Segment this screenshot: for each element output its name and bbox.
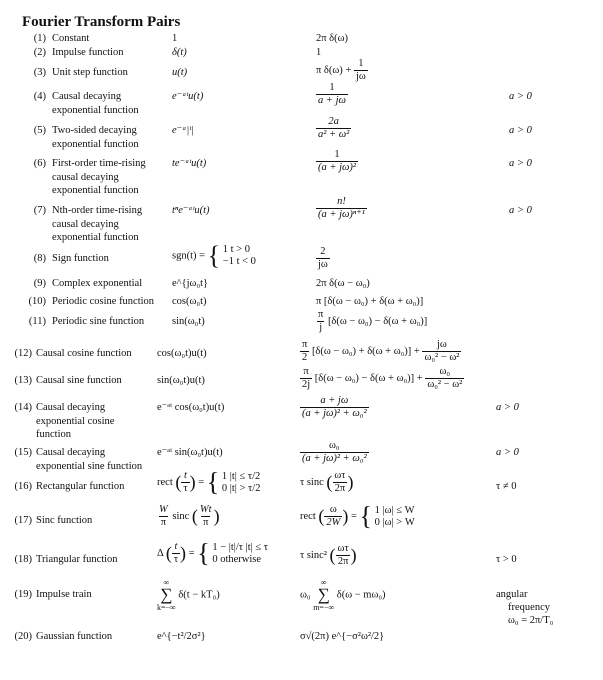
- fraction: [181, 470, 189, 495]
- row-name: [36, 588, 92, 602]
- name-line: Impulse function: [52, 47, 124, 58]
- case: 1 t > 0: [222, 244, 250, 255]
- name-line: Two-sided decaying: [52, 125, 137, 136]
- row-number: (10): [28, 296, 46, 307]
- paren: (: [329, 545, 336, 565]
- numerator: π: [302, 339, 308, 350]
- denominator: τ: [173, 554, 179, 565]
- numerator: t: [174, 541, 178, 552]
- cases: [223, 244, 256, 268]
- numerator: a + jω: [320, 395, 349, 406]
- numerator: t: [184, 470, 187, 481]
- expr-text: [δ(ω − ω₀) − δ(ω + ω₀)] +: [314, 372, 423, 384]
- name-line: Triangular function: [36, 554, 118, 565]
- row-number: (18): [14, 554, 32, 565]
- name-line: Causal decaying: [36, 402, 106, 413]
- freq-domain: [316, 149, 358, 174]
- freq-domain: [300, 339, 461, 364]
- condition: a > 0: [509, 205, 532, 216]
- denominator: j: [319, 322, 323, 333]
- time-domain: cos(ω₀t)u(t): [157, 348, 207, 359]
- row-name: [36, 401, 114, 442]
- row-name: [52, 252, 109, 266]
- fraction: [300, 440, 369, 465]
- name-line: Sign function: [52, 253, 109, 264]
- time-domain: tⁿe⁻ᵃᵗu(t): [172, 205, 210, 216]
- condition-line: ω₀ = 2π/T₀: [508, 615, 554, 626]
- case: 1 − |t|/τ |t| ≤ τ: [212, 541, 268, 553]
- denominator: a² + ω²: [318, 129, 350, 140]
- fraction: [316, 149, 358, 174]
- denominator: a + jω: [318, 95, 346, 106]
- paren: ): [180, 543, 187, 563]
- numerator: ω₀: [439, 366, 451, 377]
- row-number: (15): [14, 447, 32, 458]
- row-name: [52, 295, 154, 309]
- expr-text: rect: [300, 510, 316, 522]
- freq-domain: [316, 58, 368, 83]
- numerator: jω: [437, 339, 447, 350]
- row-name: [36, 347, 132, 361]
- paren: ): [213, 506, 220, 526]
- numerator: ω: [329, 504, 337, 515]
- denominator: ω₀² − ω²: [424, 352, 460, 363]
- cases: [222, 471, 261, 495]
- fraction: [316, 82, 348, 107]
- condition: [496, 588, 553, 627]
- row-name: [52, 204, 142, 245]
- page-title: Fourier Transform Pairs: [22, 14, 181, 30]
- cases: [212, 542, 268, 566]
- time-domain: cos(ω₀t): [172, 296, 207, 307]
- numerator: 1: [329, 82, 335, 93]
- brace: {: [197, 538, 210, 568]
- row-number: (16): [14, 481, 32, 492]
- expr-text: π δ(ω) +: [316, 64, 352, 76]
- sum-lower: m=−∞: [313, 603, 335, 612]
- name-line: Periodic sine function: [52, 316, 145, 327]
- row-name: [52, 124, 139, 151]
- name-line: Complex exponential: [52, 278, 143, 289]
- name-line: Sinc function: [36, 515, 93, 526]
- sum-upper: ∞: [320, 578, 327, 587]
- denominator: (a + jω)² + ω₀²: [302, 408, 367, 419]
- paren: ): [342, 506, 349, 526]
- row-name: [36, 514, 92, 528]
- name-line: Impulse train: [36, 589, 92, 600]
- numerator: 1: [334, 149, 340, 160]
- fraction: [422, 339, 461, 364]
- denominator: jω: [355, 71, 366, 82]
- numerator: 2a: [328, 116, 339, 127]
- time-domain: sin(ω₀t): [172, 316, 205, 327]
- freq-domain: [316, 246, 330, 271]
- fraction: [300, 395, 369, 420]
- name-line: Gaussian function: [36, 631, 113, 642]
- freq-domain: [300, 578, 386, 612]
- equals: =: [351, 510, 357, 522]
- brace: {: [206, 467, 220, 497]
- name-line: exponential function: [52, 138, 139, 150]
- row-number: (9): [33, 278, 46, 289]
- freq-domain: [300, 440, 369, 465]
- fraction: [425, 366, 464, 391]
- equals: =: [188, 547, 195, 559]
- case: 0 otherwise: [212, 553, 262, 565]
- time-domain: u(t): [172, 67, 188, 78]
- denominator: 2W: [326, 517, 341, 528]
- fraction: [324, 504, 342, 529]
- freq-domain: [300, 470, 354, 495]
- row-number: (2): [33, 47, 46, 58]
- time-domain: [172, 241, 256, 270]
- expr-text: ω₀: [300, 589, 311, 601]
- denominator: 2j: [302, 379, 311, 390]
- fraction: [336, 543, 351, 568]
- row-number: (11): [28, 316, 46, 327]
- name-line: Periodic cosine function: [52, 296, 155, 307]
- name-line: causal decaying: [52, 218, 119, 230]
- row-name: [52, 90, 139, 117]
- name-line: exponential function: [52, 232, 139, 243]
- row-name: [36, 553, 118, 567]
- row-name: [52, 46, 123, 60]
- denominator: π: [203, 517, 209, 528]
- row-name: [36, 630, 112, 644]
- time-domain: δ(t): [172, 47, 187, 58]
- condition: τ > 0: [496, 554, 517, 565]
- expr-text: sgn(t) =: [172, 250, 206, 262]
- fraction: [157, 504, 170, 529]
- freq-domain: [316, 309, 427, 334]
- row-name: [36, 374, 122, 388]
- name-line: Rectangular function: [36, 481, 125, 492]
- name-line: Unit step function: [52, 67, 128, 78]
- time-domain: e⁻ᵃᵗu(t): [172, 91, 204, 102]
- name-line: causal decaying: [52, 171, 119, 183]
- freq-domain: [300, 366, 464, 391]
- sum-lower: k=−∞: [157, 603, 176, 612]
- row-number: (7): [33, 205, 46, 216]
- expr-text: δ(t − kT₀): [178, 589, 220, 601]
- fraction: [354, 58, 368, 83]
- fraction: [316, 116, 351, 141]
- freq-domain: [300, 501, 415, 531]
- summation: [157, 578, 176, 612]
- case: 0 |t| > τ/2: [221, 482, 261, 494]
- condition: τ ≠ 0: [496, 481, 517, 492]
- case: 0 |ω| > W: [374, 516, 415, 528]
- sum-sign: ∑: [317, 585, 330, 604]
- sum-sign: ∑: [160, 585, 173, 604]
- name-line: First-order time-rising: [52, 158, 146, 169]
- name-line: Causal cosine function: [36, 348, 132, 359]
- paren: (: [191, 506, 198, 526]
- paren: ): [350, 545, 357, 565]
- freq-domain: [316, 196, 367, 221]
- freq-domain: [316, 116, 351, 141]
- expr-text: [δ(ω − ω₀) + δ(ω + ω₀)] +: [311, 345, 420, 357]
- name-line: function: [36, 429, 71, 440]
- freq-domain: π [δ(ω − ω₀) + δ(ω + ω₀)]: [316, 296, 424, 307]
- time-domain: e⁻ᵃᵗ cos(ω₀t)u(t): [157, 402, 225, 413]
- expr-text: sinc: [172, 510, 190, 522]
- fraction: [300, 366, 312, 391]
- numerator: ωτ: [337, 543, 349, 554]
- condition: a > 0: [509, 158, 532, 169]
- expr-text: [δ(ω − ω₀) − δ(ω + ω₀)]: [327, 315, 428, 327]
- time-domain: sin(ω₀t)u(t): [157, 375, 205, 386]
- numerator: π: [318, 309, 324, 320]
- denominator: 2: [302, 352, 308, 363]
- denominator: ω₀² − ω²: [427, 379, 463, 390]
- freq-domain: σ√(2π) e^{−σ²ω²/2}: [300, 631, 385, 642]
- name-line: exponential function: [52, 185, 139, 196]
- freq-domain: [300, 395, 369, 420]
- paren: (: [175, 472, 182, 492]
- time-domain: [157, 578, 220, 612]
- numerator: ωτ: [334, 470, 346, 481]
- case: 1 |t| ≤ τ/2: [221, 470, 261, 482]
- denominator: 2π: [337, 556, 349, 567]
- time-domain: e⁻ᵃ|ᵗ|: [172, 125, 194, 136]
- numerator: 2: [320, 246, 326, 257]
- paren: (: [326, 472, 333, 492]
- time-domain: 1: [172, 33, 178, 44]
- expr-text: Δ: [157, 547, 164, 559]
- cases: [375, 505, 415, 529]
- sum-upper: ∞: [163, 578, 170, 587]
- row-number: (14): [14, 402, 32, 413]
- denominator: (a + jω)² + ω₀²: [302, 453, 367, 464]
- row-name: [52, 315, 144, 329]
- paren: (: [165, 543, 172, 563]
- name-line: exponential sine function: [36, 460, 143, 472]
- row-number: (12): [14, 348, 32, 359]
- freq-domain: [316, 82, 348, 107]
- row-number: (13): [14, 375, 32, 386]
- expr-text: δ(ω − mω₀): [336, 589, 386, 601]
- row-number: (4): [33, 91, 46, 102]
- fraction: [300, 339, 309, 364]
- denominator: (a + jω)ⁿ⁺¹: [318, 209, 365, 220]
- numerator: π: [303, 366, 309, 377]
- time-domain: [157, 467, 261, 497]
- numerator: W: [159, 504, 168, 515]
- row-name: [52, 157, 146, 198]
- fraction: [316, 196, 367, 221]
- fraction: [332, 470, 347, 495]
- numerator: ω₀: [329, 440, 340, 451]
- brace: {: [207, 241, 221, 270]
- row-number: (5): [33, 125, 46, 136]
- row-number: (6): [33, 158, 46, 169]
- expr-text: τ sinc²: [300, 549, 327, 561]
- freq-domain: [300, 543, 357, 568]
- fraction: [198, 504, 214, 529]
- expr-text: τ sinc: [300, 476, 324, 488]
- name-line: Nth-order time-rising: [52, 205, 143, 216]
- time-domain: [157, 538, 268, 568]
- expr-text: rect: [157, 476, 173, 488]
- condition: a > 0: [496, 402, 519, 413]
- row-number: (19): [14, 589, 32, 600]
- numerator: 1: [358, 58, 364, 69]
- condition: a > 0: [509, 125, 532, 136]
- summation: [313, 578, 334, 612]
- name-line: exponential cosine: [36, 415, 115, 427]
- brace: {: [359, 501, 373, 531]
- row-number: (3): [33, 67, 46, 78]
- time-domain: e⁻ᵃᵗ sin(ω₀t)u(t): [157, 447, 223, 458]
- time-domain: e^{−t²/2σ²}: [157, 631, 206, 642]
- time-domain: e^{jω₀t}: [172, 278, 209, 289]
- denominator: π: [160, 517, 167, 528]
- row-number: (1): [33, 33, 46, 44]
- name-line: Causal decaying: [52, 91, 122, 102]
- time-domain: [157, 504, 220, 529]
- row-name: [52, 277, 142, 291]
- name-line: Causal sine function: [36, 375, 122, 386]
- fraction: [172, 541, 180, 566]
- row-number: (20): [14, 631, 32, 642]
- equals: =: [198, 476, 205, 488]
- name-line: Causal decaying: [36, 447, 106, 458]
- paren: ): [189, 472, 196, 492]
- denominator: (a + jω)²: [318, 162, 357, 173]
- row-name: [52, 32, 89, 46]
- fraction: [316, 309, 325, 334]
- name-line: Constant: [52, 33, 90, 44]
- condition-line: frequency: [508, 602, 550, 613]
- row-number: (8): [33, 253, 46, 264]
- row-name: [36, 480, 124, 494]
- condition: a > 0: [509, 91, 532, 102]
- name-line: exponential function: [52, 104, 139, 116]
- denominator: 2π: [334, 483, 346, 494]
- condition-line: angular: [496, 589, 528, 600]
- case: −1 t < 0: [222, 256, 256, 267]
- fraction: [316, 246, 330, 271]
- numerator: n!: [337, 196, 346, 207]
- condition: a > 0: [496, 447, 519, 458]
- time-domain: te⁻ᵃᵗu(t): [172, 158, 207, 169]
- freq-domain: 1: [316, 47, 322, 58]
- denominator: τ: [183, 483, 188, 494]
- row-number: (17): [14, 515, 32, 526]
- denominator: jω: [318, 259, 328, 270]
- numerator: Wt: [199, 504, 212, 515]
- paren: (: [318, 506, 325, 526]
- case: 1 |ω| ≤ W: [374, 504, 415, 516]
- freq-domain: 2π δ(ω): [316, 33, 349, 44]
- row-name: [52, 66, 128, 80]
- row-name: [36, 446, 142, 473]
- paren: ): [347, 472, 354, 492]
- freq-domain: 2π δ(ω − ω₀): [316, 278, 370, 289]
